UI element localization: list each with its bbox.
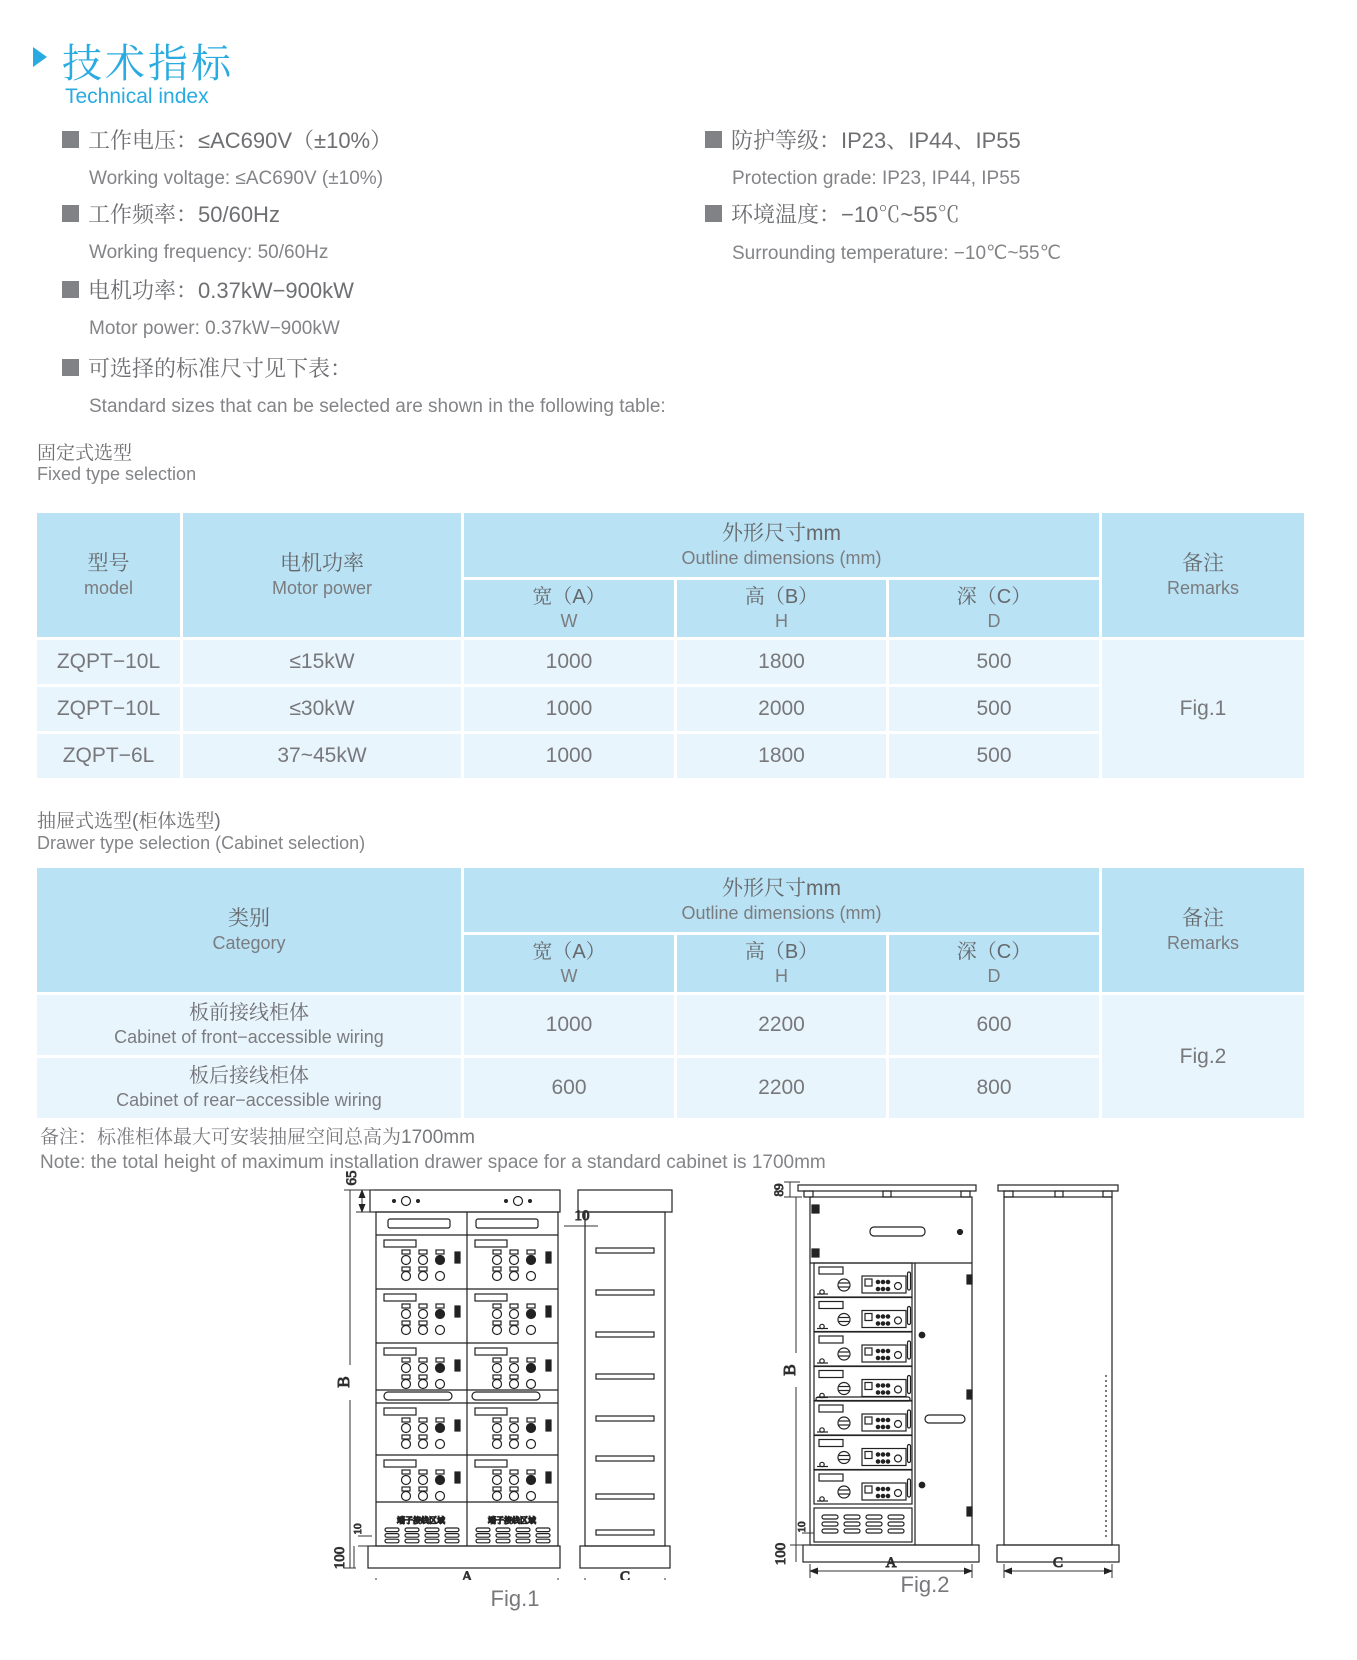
fig1-dim-gap-label: 10 [352,1523,364,1535]
header-cell-remarks: 备注 Remarks [1102,868,1304,992]
table-cell-width: 1000 [464,995,674,1055]
bullet-square-icon [62,359,79,376]
header-cell-category: 类别 Category [37,868,461,992]
fig2-caption: Fig.2 [900,1572,950,1597]
table-cell-width: 600 [464,1058,674,1118]
table-cell-depth: 500 [889,687,1099,731]
fig1-dim-offset-label: 10 [574,1208,590,1224]
fig2-dim-width-label: A [885,1555,897,1571]
spec-cn-text: 防护等级：IP23、IP44、IP55 [731,128,1021,153]
spec-working-voltage [62,124,392,190]
fig1-dim-depth-label: C [619,1569,631,1580]
fig2-dim-height-label: B [780,1364,799,1376]
table-cell-height: 1800 [677,640,886,684]
fig1-drawing [330,1140,680,1580]
fig1-terminal-area-label: 端子接线区域 [488,1516,536,1525]
table-cell-width: 1000 [464,687,674,731]
fixed-selection-table [37,513,1304,778]
table-cell-height: 2200 [677,1058,886,1118]
spec-cn-text: 工作频率：50/60Hz [88,202,280,227]
fixed-section-title-en: Fixed type selection [37,464,197,484]
header-cell-outline-dimensions: 外形尺寸mm Outline dimensions (mm) [464,513,1099,577]
table-cell-height: 2200 [677,995,886,1055]
bullet-square-icon [705,205,722,222]
page-title: 技术指标 [62,42,234,86]
header-cell-remarks: 备注 Remarks [1102,513,1304,637]
spec-cn-text: 环境温度：−10℃~55℃ [731,202,960,227]
fig1-dim-top-label: 65 [344,1170,360,1186]
spec-en-text: Protection grade: IP23, IP44, IP55 [732,168,1021,189]
fig2-dim-top-label: 89 [771,1183,786,1197]
table-cell-depth: 600 [889,995,1099,1055]
drawer-selection-table [37,868,1304,1118]
header-cell-width: 宽（A） W [464,935,674,992]
fig1-dim-base-label: 100 [332,1546,348,1570]
spec-surrounding-temperature [705,198,1061,265]
table-cell-width: 1000 [464,640,674,684]
spec-cn-text: 工作电压：≤AC690V（±10%） [88,128,393,153]
spec-working-frequency [62,198,328,264]
fig1-dim-height-label: B [334,1376,353,1388]
spec-cn-text: 可选择的标准尺寸见下表： [88,356,353,381]
table-cell-height: 2000 [677,687,886,731]
title-arrow-icon [33,47,47,67]
fig2-dim-base-label: 100 [773,1542,789,1566]
drawer-section-title-cn: 抽屉式选型(柜体选型) [37,811,221,832]
spec-cn-text: 电机功率：0.37kW−900kW [88,278,354,303]
table-cell-height: 1800 [677,734,886,778]
fixed-section-title-cn: 固定式选型 [37,443,133,464]
spec-motor-power [62,274,354,340]
bullet-square-icon [62,281,79,298]
table-cell-category: 板前接线柜体 Cabinet of front−accessible wiring [37,995,461,1055]
spec-en-text: Working frequency: 50/60Hz [89,242,329,263]
header-cell-height: 高（B） H [677,580,886,637]
fig2-side-view [997,1185,1119,1562]
table-cell-model: ZQPT−10L [37,640,180,684]
drawer-section-title-en: Drawer type selection (Cabinet selection) [37,833,366,853]
table-cell-power: 37~45kW [183,734,461,778]
fig2-drawing [770,1175,1130,1580]
fig1-caption: Fig.1 [490,1586,540,1611]
page-subtitle: Technical index [65,85,209,108]
header-cell-outline-dimensions: 外形尺寸mm Outline dimensions (mm) [464,868,1099,932]
note-cn: 备注：标准柜体最大可安装抽屉空间总高为1700mm [40,1127,475,1148]
fig2-dim-gap-label: 10 [796,1521,808,1533]
table-cell-model: ZQPT−10L [37,687,180,731]
fig1-front-view [368,1190,560,1568]
table-cell-width: 1000 [464,734,674,778]
bullet-square-icon [62,131,79,148]
note-en: Note: the total height of maximum installation drawer space for a standard cabinet is 1700mm [40,1152,826,1173]
header-cell-model: 型号 model [37,513,180,637]
table-cell-depth: 500 [889,640,1099,684]
spec-protection-grade [705,124,1021,190]
spec-en-text: Working voltage: ≤AC690V (±10%) [89,168,384,189]
fig1-terminal-area-label: 端子接线区域 [397,1516,445,1525]
header-cell-height: 高（B） H [677,935,886,992]
table-cell-remark-fig2: Fig.2 [1102,995,1304,1118]
bullet-square-icon [62,205,79,222]
header-cell-depth: 深（C） D [889,935,1099,992]
table-cell-depth: 500 [889,734,1099,778]
table-cell-category: 板后接线柜体 Cabinet of rear−accessible wiring [37,1058,461,1118]
table-cell-power: ≤30kW [183,687,461,731]
fig2-dim-depth-label: C [1052,1555,1064,1571]
header-cell-motor-power: 电机功率 Motor power [183,513,461,637]
table-cell-power: ≤15kW [183,640,461,684]
table-cell-depth: 800 [889,1058,1099,1118]
table-cell-model: ZQPT−6L [37,734,180,778]
fig2-front-view [798,1185,979,1562]
bullet-square-icon [705,131,722,148]
table-cell-remark-fig1: Fig.1 [1102,640,1304,778]
header-cell-depth: 深（C） D [889,580,1099,637]
spec-en-text: Motor power: 0.37kW−900kW [89,318,340,339]
spec-en-text: Standard sizes that can be selected are shown in the following table: [89,396,666,417]
fig1-side-view [578,1190,672,1568]
spec-en-text: Surrounding temperature: −10℃~55℃ [732,243,1061,264]
fig1-dim-width-label: A [461,1569,473,1580]
fig2-vent-slots [822,1515,904,1533]
spec-standard-sizes-intro [62,352,666,418]
header-cell-width: 宽（A） W [464,580,674,637]
